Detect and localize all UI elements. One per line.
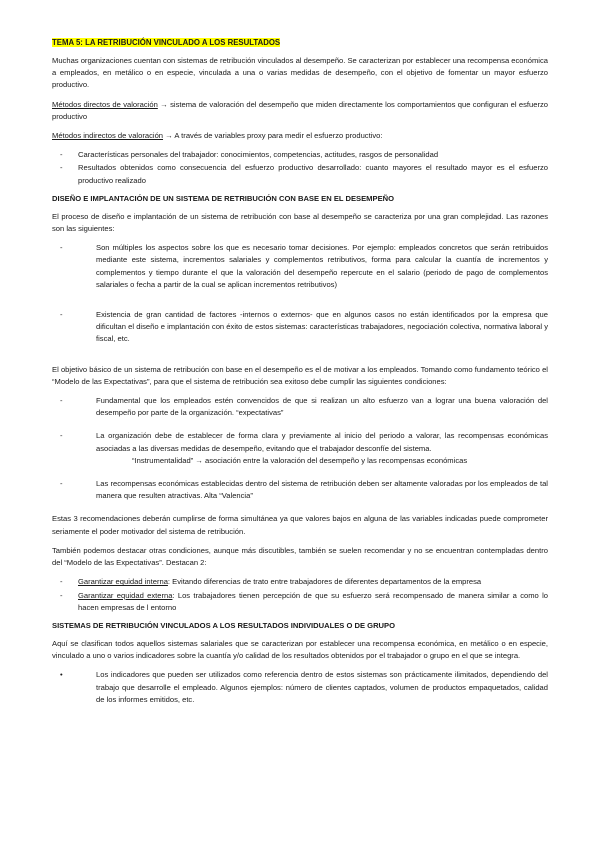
list-item: • Los indicadores que pueden ser utilizados como referencia dentro de estos sistemas son prácticamente ilimitados, dependiendo del trabajo que desarrolle el empleado. Algunos ejemplos: número de clientes captados, volumen de productos empaquetados, calidad de los informes emitidos, etc. xyxy=(60,670,548,704)
section-heading-results: SISTEMAS DE RETRIBUCIÓN VINCULADOS A LOS RESULTADOS INDIVIDUALES O DE GRUPO xyxy=(52,620,396,630)
conditions-list xyxy=(52,395,548,502)
other-conditions-paragraph: También podemos destacar otras condiciones, aunque más discutibles, también se suelen recomendar y no se encuentran contempladas dentro del “Modelo de las Expectativas”. Destacan 2: xyxy=(52,545,548,568)
list-item: - Existencia de gran cantidad de factores -internos o externos- que en algunos casos no están identificados por la empresa que dificultan el diseño e implantación con éxito de estos sistemas: características trabajadores, negociación colectiva, normativa laboral y fiscal, etc. xyxy=(60,310,548,344)
complexity-reasons-list xyxy=(52,242,548,345)
list-item: - La organización debe de establecer de forma clara y previamente al inicio del periodo a valorar, las recompensas económicas asociadas a las diversas medidas de desempeño, evitando que el trabajador desconfíe del sistema. “Instrumentalidad” → asociación entre la valoración del desempeño y las recompensas económicas xyxy=(52,430,548,467)
list-item: - Fundamental que los empleados estén convencidos de que si realizan un alto esfuerzo van a lograr una buena valoración del desempeño por parte de la organización. “expectativas” xyxy=(60,396,548,418)
dash-marker: - xyxy=(60,396,63,406)
section-heading-design: DISEÑO E IMPLANTACIÓN DE UN SISTEMA DE RETRIBUCIÓN CON BASE EN EL DESEMPEÑO xyxy=(52,193,395,203)
list-item: - Las recompensas económicas establecidas dentro del sistema de retribución deben ser altamente valoradas por los empleados de tal manera que resulten atractivas. Alta “Valencia” xyxy=(60,479,548,501)
indirect-methods-list xyxy=(52,149,548,187)
bullet-marker: • xyxy=(60,670,63,680)
indirect-methods-paragraph xyxy=(52,130,548,142)
results-intro-paragraph: Aquí se clasifican todos aquellos sistemas salariales que se caracterizan por establecer una recompensa económica, en metálico o en especie, vinculado a uno o varios indicadores sobre la cuantía y/o calidad de los resultados obtenidos por el trabajador o grupo en el que se integra. xyxy=(52,638,548,661)
indirect-methods-label: Métodos indirectos de valoración xyxy=(52,131,164,141)
document-title: TEMA 5: LA RETRIBUCIÓN VINCULADO A LOS RESULTADOS xyxy=(52,38,281,47)
direct-methods-paragraph xyxy=(52,99,548,123)
dash-marker: - xyxy=(60,243,63,253)
list-item: - Son múltiples los aspectos sobre los que es necesario tomar decisiones. Por ejemplo: empleados concretos que serán retribuidos mediante este sistema, incrementos salariales y complementos retributivos, forma para calcular la cuantía de incrementos y complementos y tiempo durante el que la valoración del desempeño repercute en el salario (periodo de pago de complementos salariales o fecha a partir de la cual se aplican incrementos retributivos) xyxy=(60,243,548,289)
dash-marker: - xyxy=(60,431,63,441)
list-item: - Resultados obtenidos como consecuencia del esfuerzo productivo desarrollado: cuanto mayores el resultado mayor es el esfuerzo productivo realizado xyxy=(60,163,548,185)
intro-paragraph: Muchas organizaciones cuentan con sistemas de retribución vinculados al desempeño. Se caracterizan por establecer una recompensa económica a empleados, en metálico o en especie, vinculada a una o varias medidas de desempeño, con el objetivo de fomentar un mayor esfuerzo productivo. xyxy=(52,56,548,90)
dash-marker: - xyxy=(60,577,63,587)
dash-marker: - xyxy=(60,479,63,489)
dash-marker: - xyxy=(60,590,63,600)
results-list xyxy=(52,669,548,706)
design-intro-paragraph: El proceso de diseño e implantación de un sistema de retribución con base al desempeño se caracteriza por una gran complejidad. Las razones son las siguientes: xyxy=(52,211,548,234)
dash-marker: - xyxy=(60,150,63,160)
list-item: - Garantizar equidad interna: Evitando diferencias de trato entre trabajadores de diferentes departamentos de la empresa xyxy=(52,576,548,588)
direct-methods-label: Métodos directos de valoración xyxy=(52,99,158,109)
direct-methods-text: → sistema de valoración del desempeño que miden directamente los comportamientos que configuran el esfuerzo productivo xyxy=(52,99,548,121)
simultaneous-paragraph: Estas 3 recomendaciones deberán cumplirse de forma simultánea ya que valores bajos en alguna de las variables indicadas puede comprometer seriamente el poder motivador del sistema de retribución. xyxy=(52,514,548,536)
indirect-methods-text: → A través de variables proxy para medir el esfuerzo productivo: xyxy=(165,131,383,141)
list-item: - Características personales del trabajador: conocimientos, competencias, actitudes, rasgos de personalidad xyxy=(52,149,548,161)
dash-marker: - xyxy=(60,310,63,320)
equity-list xyxy=(52,576,548,614)
objective-paragraph: El objetivo básico de un sistema de retribución con base en el desempeño es el de motivar a los empleados. Tomando como fundamento teórico el “Modelo de las Expectativas”, para que el sistema de retribución sea exitoso debe cumplir las siguientes condiciones: xyxy=(52,364,548,386)
dash-marker: - xyxy=(60,163,63,173)
list-item: - Garantizar equidad externa: Los trabajadores tienen percepción de que su esfuerzo será recompensado de manera similar a como lo hacen empresas de l entorno xyxy=(60,590,548,612)
instrumentality-line: “Instrumentalidad” → asociación entre la valoración del desempeño y las recompensas económicas xyxy=(132,455,468,465)
